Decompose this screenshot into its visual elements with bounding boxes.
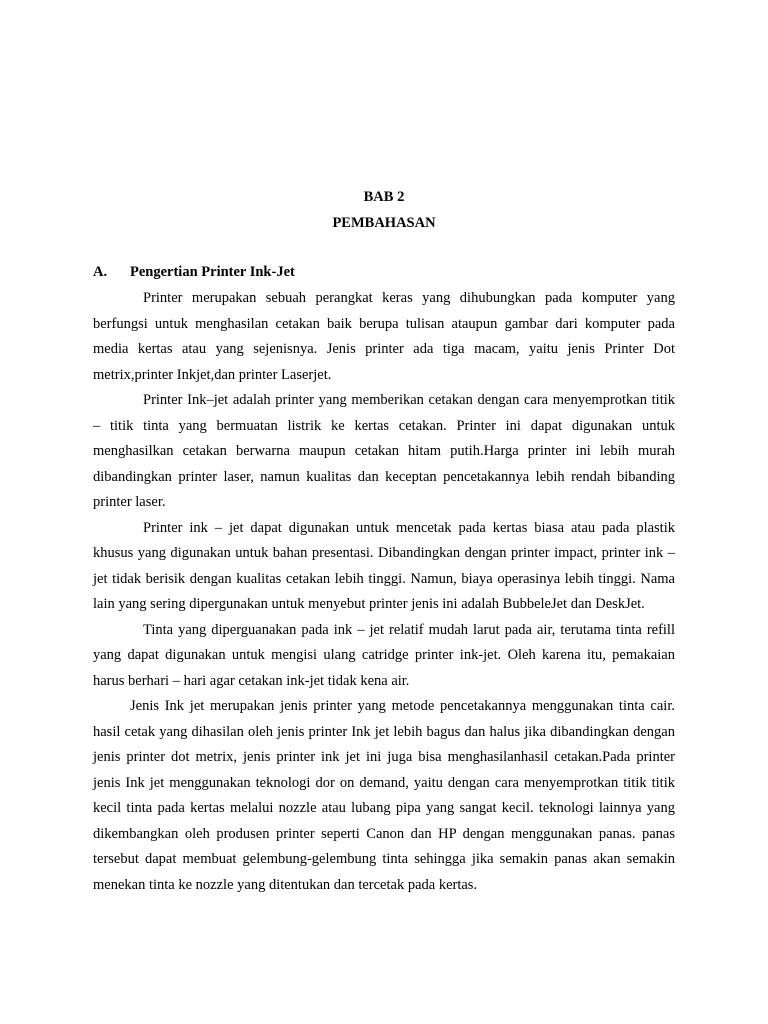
- paragraph: Printer ink – jet dapat digunakan untuk mencetak pada kertas biasa atau pada plastik khusus yang digunakan untuk bahan presentasi. Dibandingkan dengan printer impact, printer ink – jet tidak berisik dengan kualitas cetakan lebih tinggi. Namun, biaya operasinya lebih tinggi. Nama lain yang sering dipergunakan untuk menyebut printer jenis ini adalah BubbeleJet dan DeskJet.: [93, 519, 675, 612]
- paragraph: Printer merupakan sebuah perangkat keras yang dihubungkan pada komputer yang berfungsi untuk menghasilan cetakan baik berupa tulisan ataupun gambar dari komputer pada media kertas atau yang sejenisnya. Jenis printer ada tiga macam, yaitu jenis Printer Dot metrix,printer Inkjet,dan printer Laserjet.: [93, 290, 675, 383]
- section-letter: A.: [93, 264, 108, 280]
- paragraph: Jenis Ink jet merupakan jenis printer yang metode pencetakannya menggunakan tinta cair. hasil cetak yang dihasilan oleh jenis printer Ink jet lebih bagus dan halus jika dibandingkan dengan jenis printer dot metrix, jenis printer ink jet ini juga bisa menghasilanhasil cetakan.Pada printer jenis Ink jet menggunakan teknologi dor on demand, yaitu dengan cara menyemprotkan titik titik kecil tinta pada kertas melalui nozzle atau lubang pipa yang sangat kecil. teknologi lainnya yang dikembangkan oleh produsen printer seperti Canon dan HP dengan menggunakan panas. panas tersebut dapat membuat gelembung-gelembung tinta sehingga jika semakin panas akan semakin menekan tinta ke nozzle yang ditentukan dan tercetak pada kertas.: [93, 698, 675, 893]
- section-title: Pengertian Printer Ink-Jet: [130, 264, 295, 280]
- body-text: [93, 286, 675, 898]
- chapter-title: PEMBAHASAN: [332, 215, 436, 231]
- section-heading: [93, 263, 295, 281]
- paragraph: Printer Ink–jet adalah printer yang memberikan cetakan dengan cara menyemprotkan titik – titik tinta yang bermuatan listrik ke kertas cetakan. Printer ini dapat digunakan untuk menghasilkan cetakan berwarna maupun cetakan hitam putih.Harga printer ini lebih murah dibandingkan printer laser, namun kualitas dan keceptan pencetakannya lebih rendah bibanding printer laser.: [93, 392, 675, 510]
- paragraph: Tinta yang diperguanakan pada ink – jet relatif mudah larut pada air, terutama tinta refill yang dapat digunakan untuk mengisi ulang catridge printer ink-jet. Oleh karena itu, pemakaian harus berhari – hari agar cetakan ink-jet tidak kena air.: [93, 621, 675, 689]
- chapter-number: BAB 2: [363, 189, 405, 205]
